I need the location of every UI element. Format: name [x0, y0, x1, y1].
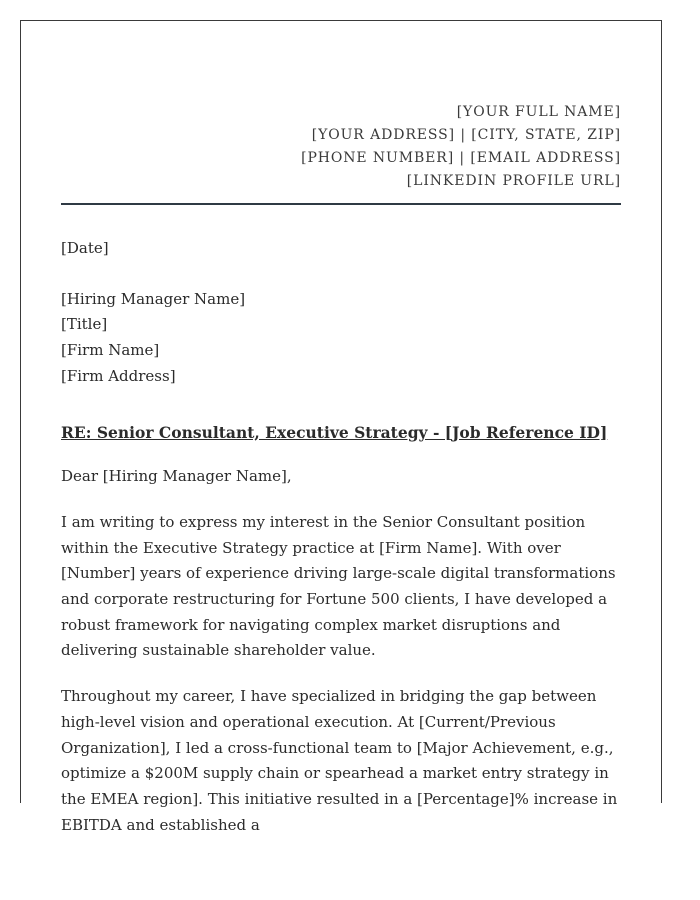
sender-name: [YOUR FULL NAME] — [456, 104, 621, 120]
sender-address: [YOUR ADDRESS] | [CITY, STATE, ZIP] — [311, 127, 621, 143]
recipient-name: [Hiring Manager Name] — [61, 289, 246, 308]
recipient-address: [Firm Address] — [61, 366, 176, 385]
body-paragraph-1: I am writing to express my interest in the Senior Consultant position within the Executive Strategy practice at [Firm Name]. With over [Number] years of experience driving large-scale digital transformations and corporate restructuring for Fortune 500 clients, I have developed a robust framework for navigating complex market disruptions and delivering sustainable shareholder value. — [61, 512, 616, 660]
salutation: Dear [Hiring Manager Name], — [61, 467, 292, 486]
letter-page — [20, 20, 662, 834]
recipient-block — [61, 287, 621, 390]
recipient-title: [Title] — [61, 315, 108, 334]
sender-contact: [PHONE NUMBER] | [EMAIL ADDRESS] — [301, 150, 621, 166]
body-paragraph-2: Throughout my career, I have specialized in bridging the gap between high-level vision and operational execution. At [Current/Previous Organization], I led a cross-functional team to [Major Achievement, e.g., optimize a $200M supply chain or spearhead a market entry strategy in the EMEA region]. This initiative resulted in a [Percentage]% increase in EBITDA and established a — [61, 687, 618, 834]
letter-body — [61, 236, 621, 838]
recipient-firm: [Firm Name] — [61, 341, 160, 360]
letter-date: [Date] — [61, 239, 109, 257]
header-divider — [61, 203, 621, 205]
letterhead — [61, 101, 621, 193]
sender-linkedin: [LINKEDIN PROFILE URL] — [406, 173, 621, 189]
subject-line: RE: Senior Consultant, Executive Strategy - [Job Reference ID] — [61, 422, 608, 442]
